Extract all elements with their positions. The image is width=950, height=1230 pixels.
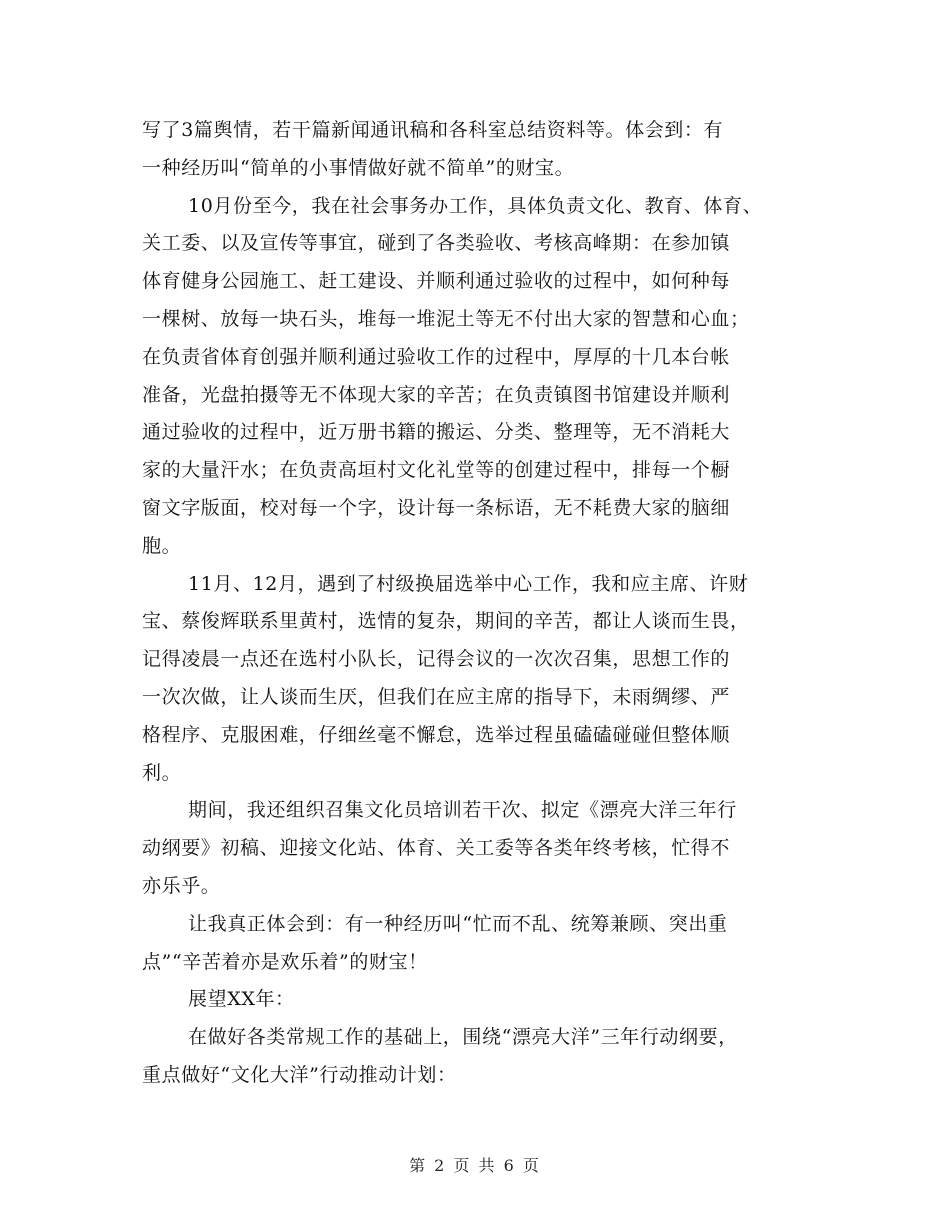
text-line: 记得凌晨一点还在选村小队长，记得会议的一次次召集，思想工作的 xyxy=(142,648,731,671)
text-line: 利。 xyxy=(142,761,182,784)
text-line: 格程序、克服困难，仔细丝毫不懈怠，选举过程虽磕磕碰碰但整体顺 xyxy=(142,723,731,746)
text-line: 家的大量汗水；在负责高垣村文化礼堂等的创建过程中，排每一个橱 xyxy=(142,459,731,482)
text-line: 在负责省体育创强并顺利通过验收工作的过程中，厚厚的十几本台帐 xyxy=(142,345,731,368)
text-line: 体育健身公园施工、赶工建设、并顺利通过验收的过程中，如何种每 xyxy=(142,270,731,293)
text-line: 展望XX年： xyxy=(188,988,295,1011)
text-line: 关工委、以及宣传等事宜，碰到了各类验收、考核高峰期：在参加镇 xyxy=(142,232,731,255)
text-line: 宝、蔡俊辉联系里黄村，选情的复杂，期间的辛苦，都让人谈而生畏， xyxy=(142,610,750,633)
text-line: 11月、12月，遇到了村级换届选举中心工作，我和应主席、许财 xyxy=(188,572,749,595)
document-body xyxy=(142,112,822,1095)
text-line: 一种经历叫“简单的小事情做好就不简单”的财宝。 xyxy=(142,156,575,179)
text-line: 亦乐乎。 xyxy=(142,874,221,897)
text-line: 10月份至今，我在社会事务办工作，具体负责文化、教育、体育、 xyxy=(188,194,763,217)
text-line: 通过验收的过程中，近万册书籍的搬运、分类、整理等，无不消耗大 xyxy=(142,421,731,444)
text-line: 在做好各类常规工作的基础上，围绕“漂亮大洋”三年行动纲要， xyxy=(188,1026,738,1049)
text-line: 准备，光盘拍摄等无不体现大家的辛苦；在负责镇图书馆建设并顺利 xyxy=(142,383,731,406)
text-line: 一棵树、放每一块石头，堆每一堆泥土等无不付出大家的智慧和心血； xyxy=(142,307,750,330)
text-line: 胞。 xyxy=(142,534,182,557)
page-footer: 第 2 页 共 6 页 xyxy=(409,1156,541,1175)
text-line: 重点做好“文化大洋”行动推动计划： xyxy=(142,1063,457,1086)
text-line: 点”“辛苦着亦是欢乐着”的财宝！ xyxy=(142,950,428,973)
text-line: 一次次做，让人谈而生厌，但我们在应主席的指导下，未雨绸缪、严 xyxy=(142,685,731,708)
text-line: 写了3篇舆情，若干篇新闻通讯稿和各科室总结资料等。体会到：有 xyxy=(142,119,724,141)
text-line: 期间，我还组织召集文化员培训若干次、拟定《漂亮大洋三年行 xyxy=(188,799,737,822)
text-line: 动纲要》初稿、迎接文化站、体育、关工委等各类年终考核，忙得不 xyxy=(142,837,731,860)
text-line: 让我真正体会到：有一种经历叫“忙而不乱、统筹兼顾、突出重 xyxy=(188,912,728,935)
text-line: 窗文字版面，校对每一个字，设计每一条标语，无不耗费大家的脑细 xyxy=(142,496,731,519)
